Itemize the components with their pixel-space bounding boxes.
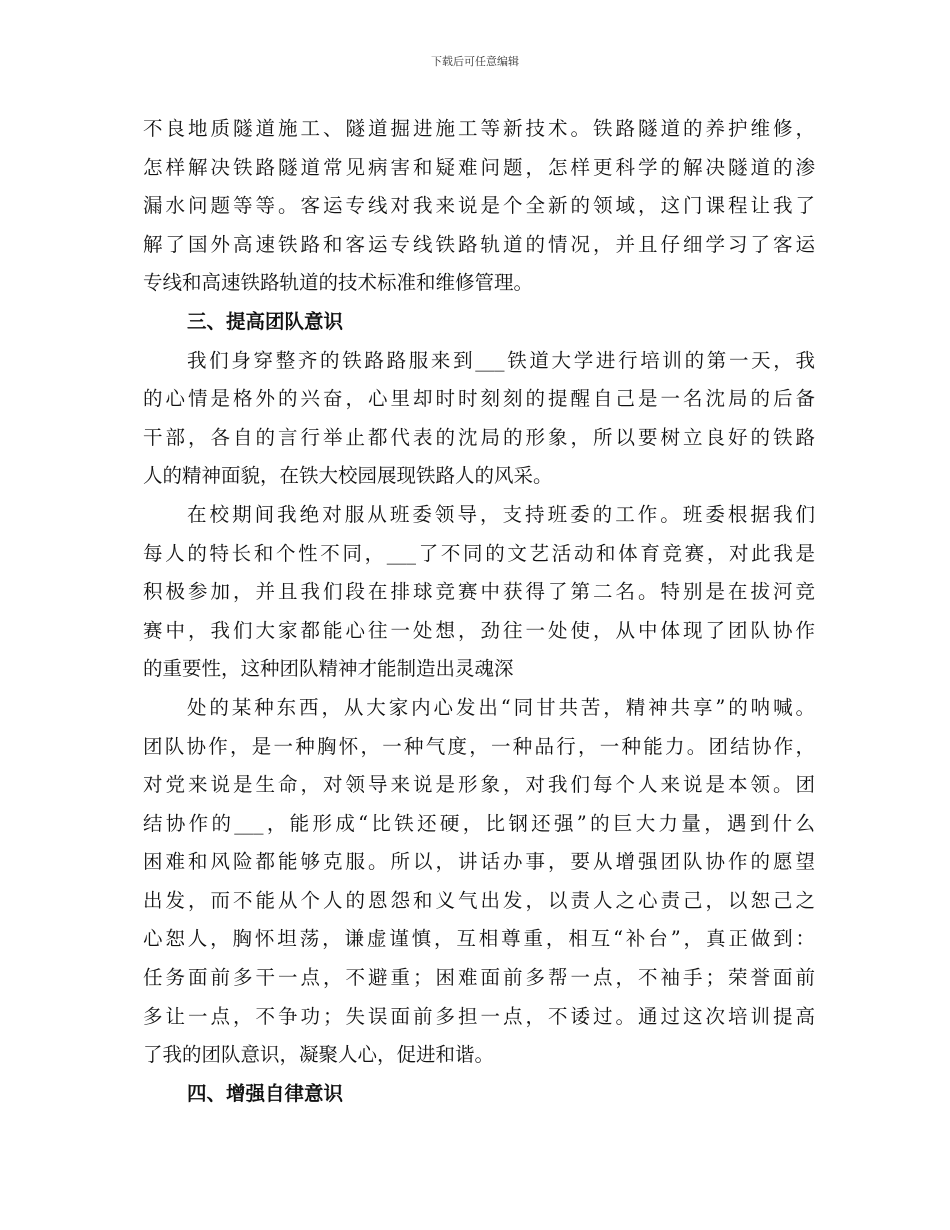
paragraph-line: 团队协作，是一种胸怀，一种气度，一种品行，一种能力。团结协作， <box>143 734 815 758</box>
paragraph-line: 出发，而不能从个人的恩怨和义气出发，以责人之心责己，以恕己之 <box>143 888 815 912</box>
paragraph-line: 漏水问题等等。客运专线对我来说是个全新的领域，这门课程让我了 <box>143 194 815 218</box>
paragraph-line: 在校期间我绝对服从班委领导，支持班委的工作。班委根据我们 <box>187 502 815 526</box>
paragraph-line: 我们身穿整齐的铁路路服来到___铁道大学进行培训的第一天，我 <box>187 348 815 372</box>
paragraph-line: 解了国外高速铁路和客运专线铁路轨道的情况，并且仔细学习了客运 <box>143 232 815 256</box>
paragraph-line: 干部，各自的言行举止都代表的沈局的形象，所以要树立良好的铁路 <box>143 425 815 449</box>
paragraph-line: 专线和高速铁路轨道的技术标准和维修管理。 <box>143 271 534 295</box>
paragraph-line: 对党来说是生命，对领导来说是形象，对我们每个人来说是本领。团 <box>143 773 815 797</box>
paragraph-line: 不良地质隧道施工、隧道掘进施工等新技术。铁路隧道的养护维修， <box>143 117 815 140</box>
paragraph-line: 困难和风险都能够克服。所以，讲话办事，要从增强团队协作的愿望 <box>143 850 815 874</box>
paragraph-line: 人的精神面貌，在铁大校园展现铁路人的风采。 <box>143 464 553 488</box>
paragraph-line: 怎样解决铁路隧道常见病害和疑难问题，怎样更科学的解决隧道的渗 <box>143 155 815 179</box>
paragraph-line: 结协作的___，能形成“比铁还硬，比钢还强”的巨大力量，遇到什么 <box>143 811 815 835</box>
page-header: 下载后可任意编辑 <box>431 55 519 68</box>
paragraph-line: 赛中，我们大家都能心往一处想，劲往一处使，从中体现了团队协作 <box>143 618 815 642</box>
section-heading: 三、提高团队意识 <box>187 309 344 333</box>
paragraph-line: 处的某种东西，从大家内心发出“同甘共苦，精神共享”的呐喊。 <box>187 695 815 719</box>
section-heading: 四、增强自律意识 <box>187 1081 344 1105</box>
paragraph-line: 每人的特长和个性不同，___了不同的文艺活动和体育竞赛，对此我是 <box>143 541 815 565</box>
paragraph-line: 积极参加，并且我们段在排球竞赛中获得了第二名。特别是在拔河竞 <box>143 580 815 604</box>
paragraph-line: 了我的团队意识，凝聚人心，促进和谐。 <box>143 1043 495 1067</box>
paragraph-line: 的重要性，这种团队精神才能制造出灵魂深 <box>143 657 514 681</box>
paragraph-line: 多让一点，不争功；失误面前多担一点，不诿过。通过这次培训提高 <box>143 1004 815 1028</box>
paragraph-line: 心恕人，胸怀坦荡，谦虚谨慎，互相尊重，相互“补台”，真正做到： <box>143 927 815 951</box>
paragraph-line: 的心情是格外的兴奋，心里却时时刻刻的提醒自己是一名沈局的后备 <box>143 387 815 411</box>
paragraph-line: 任务面前多干一点，不避重；困难面前多帮一点，不袖手；荣誉面前 <box>143 966 815 990</box>
document-body <box>143 110 815 1113</box>
